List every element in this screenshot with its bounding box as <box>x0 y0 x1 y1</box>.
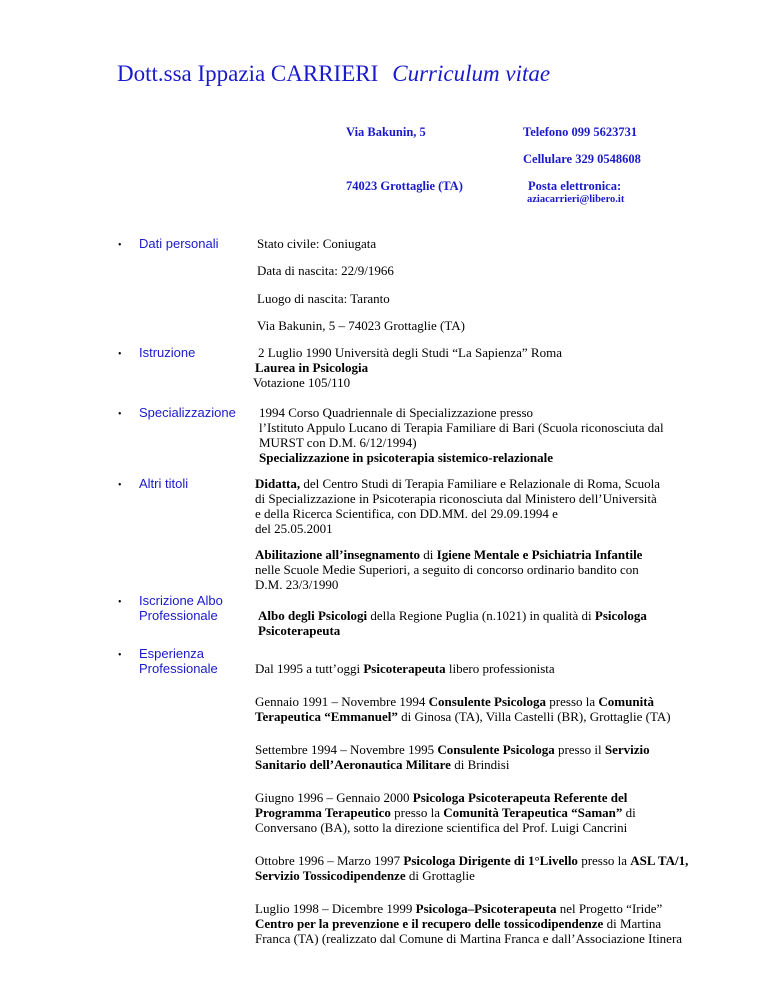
address-street: Via Bakunin, 5 <box>346 125 426 139</box>
exp-text: Settembre 1994 – Novembre 1995 <box>255 742 438 757</box>
exp-text: Dal 1995 a tutt’oggi <box>255 661 364 676</box>
exp-bold: Comunità <box>598 694 655 709</box>
albo-content <box>258 608 728 638</box>
address-city: 74023 Grottaglie (TA) <box>346 179 463 193</box>
istruzione-content <box>255 345 725 390</box>
abilitazione-text: di <box>420 547 437 562</box>
exp-bold: Psicologa–Psicoterapeuta <box>415 901 557 916</box>
specializzazione-content <box>259 405 729 465</box>
experience-item <box>255 742 725 772</box>
abilitazione-text: D.M. 23/3/1990 <box>255 577 339 592</box>
experience-item <box>255 661 725 676</box>
exp-bold: Consulente Psicologa <box>428 694 547 709</box>
email-address[interactable]: aziacarrieri@libero.it <box>527 194 625 205</box>
exp-text: presso il <box>554 742 605 757</box>
exp-bold: Centro per la prevenzione e il recupero delle tossicodipendenze <box>255 916 604 931</box>
bullet-icon: • <box>118 409 122 420</box>
abilitazione-subject: Igiene Mentale e Psichiatria Infantile <box>436 547 643 562</box>
exp-bold: Psicologa Psicoterapeuta Referente del <box>412 790 628 805</box>
exp-bold: Sanitario dell’Aeronautica Militare <box>255 757 451 772</box>
exp-text: di Ginosa (TA), Villa Castelli (BR), Grottaglie (TA) <box>397 709 671 724</box>
didatta-text: di Specializzazione in Psicoterapia riconosciuta dal Ministero dell’Università <box>255 491 657 506</box>
personal-address: Via Bakunin, 5 – 74023 Grottaglie (TA) <box>257 318 465 333</box>
marital-status: Stato civile: Coniugata <box>257 236 377 251</box>
esperienza-label-line: Esperienza <box>139 646 205 661</box>
experience-item <box>255 694 725 724</box>
birth-date: Data di nascita: 22/9/1966 <box>257 263 394 278</box>
exp-text: di Martina <box>603 916 662 931</box>
phone-number: Telefono 099 5623731 <box>523 125 638 139</box>
exp-text: libero professionista <box>445 661 555 676</box>
mobile-number: Cellulare 329 0548608 <box>523 152 641 166</box>
experience-item <box>255 853 725 883</box>
exp-bold: Psicoterapeuta <box>363 661 446 676</box>
exp-text: Giugno 1996 – Gennaio 2000 <box>255 790 413 805</box>
abilitazione-bold: Abilitazione all’insegnamento <box>255 547 421 562</box>
section-label-esperienza <box>139 646 218 676</box>
albo-role: Psicoterapeuta <box>258 623 341 638</box>
degree-title: Laurea in Psicologia <box>255 360 369 375</box>
albo-label-line: Professionale <box>139 608 218 623</box>
albo-bold: Albo degli Psicologi <box>258 608 368 623</box>
section-label-istruzione: Istruzione <box>139 345 196 360</box>
didatta-bold: Didatta, <box>255 476 301 491</box>
exp-text: presso la <box>577 853 631 868</box>
exp-text: presso la <box>546 694 599 709</box>
exp-text: Franca (TA) (realizzato dal Comune di Martina Franca e dall’Associazione Itinera <box>255 931 683 946</box>
exp-bold: Programma Terapeutico <box>255 805 391 820</box>
section-label-dati-personali: Dati personali <box>139 236 219 251</box>
exp-bold: Psicologa Dirigente di 1°Livello <box>403 853 578 868</box>
exp-text: Conversano (BA), sotto la direzione scientifica del Prof. Luigi Cancrini <box>255 820 628 835</box>
spec-line: MURST con D.M. 6/12/1994) <box>259 435 417 450</box>
experience-item <box>255 901 725 946</box>
didatta-text: del Centro Studi di Terapia Familiare e Relazionale di Roma, Scuola <box>300 476 661 491</box>
bullet-icon: • <box>118 650 122 661</box>
bullet-icon: • <box>118 240 122 251</box>
exp-bold: Servizio <box>604 742 650 757</box>
abilitazione-text: nelle Scuole Medie Superiori, a seguito di concorso ordinario bandito con <box>255 562 639 577</box>
exp-text: Ottobre 1996 – Marzo 1997 <box>255 853 404 868</box>
exp-text: Luglio 1998 – Dicembre 1999 <box>255 901 416 916</box>
section-label-specializzazione: Specializzazione <box>139 405 236 420</box>
albo-label-line: Iscrizione Albo <box>139 593 223 608</box>
bullet-icon: • <box>118 349 122 360</box>
albo-role: Psicologa <box>594 608 647 623</box>
email-label: Posta elettronica: <box>528 179 622 193</box>
exp-text: di <box>622 805 636 820</box>
exp-bold: Servizio Tossicodipendenze <box>255 868 406 883</box>
didatta-text: del 25.05.2001 <box>255 521 333 536</box>
document-title <box>117 61 550 87</box>
cv-subtitle: Curriculum vitae <box>392 61 551 86</box>
esperienza-label-line: Professionale <box>139 661 218 676</box>
didatta-paragraph <box>255 476 725 536</box>
exp-text: Gennaio 1991 – Novembre 1994 <box>255 694 429 709</box>
section-label-altri-titoli: Altri titoli <box>139 476 189 491</box>
bullet-icon: • <box>118 480 122 491</box>
exp-bold: Terapeutica “Emmanuel” <box>255 709 398 724</box>
exp-text: di Brindisi <box>450 757 510 772</box>
spec-line: 1994 Corso Quadriennale di Specializzazione presso <box>259 405 533 420</box>
degree-grade: Votazione 105/110 <box>253 375 351 390</box>
section-label-albo <box>139 593 223 623</box>
bullet-icon: • <box>118 597 122 608</box>
spec-line: l’Istituto Appulo Lucano di Terapia Familiare di Bari (Scuola riconosciuta dal <box>259 420 664 435</box>
exp-text: di Grottaglie <box>405 868 475 883</box>
degree-date: 2 Luglio 1990 Università degli Studi “La Sapienza” Roma <box>258 345 562 360</box>
abilitazione-paragraph <box>255 547 725 592</box>
exp-text: presso la <box>390 805 444 820</box>
spec-title: Specializzazione in psicoterapia sistemico-relazionale <box>259 450 554 465</box>
didatta-text: e della Ricerca Scientifica, con DD.MM. del 29.09.1994 e <box>255 506 558 521</box>
exp-bold: ASL TA/1, <box>630 853 689 868</box>
exp-bold: Consulente Psicologa <box>437 742 555 757</box>
exp-bold: Comunità Terapeutica “Saman” <box>443 805 623 820</box>
candidate-name: Dott.ssa Ippazia CARRIERI <box>117 61 379 86</box>
experience-item <box>255 790 725 835</box>
albo-text: della Regione Puglia (n.1021) in qualità di <box>367 608 595 623</box>
exp-text: nel Progetto “Iride” <box>556 901 663 916</box>
birth-place: Luogo di nascita: Taranto <box>257 291 390 306</box>
